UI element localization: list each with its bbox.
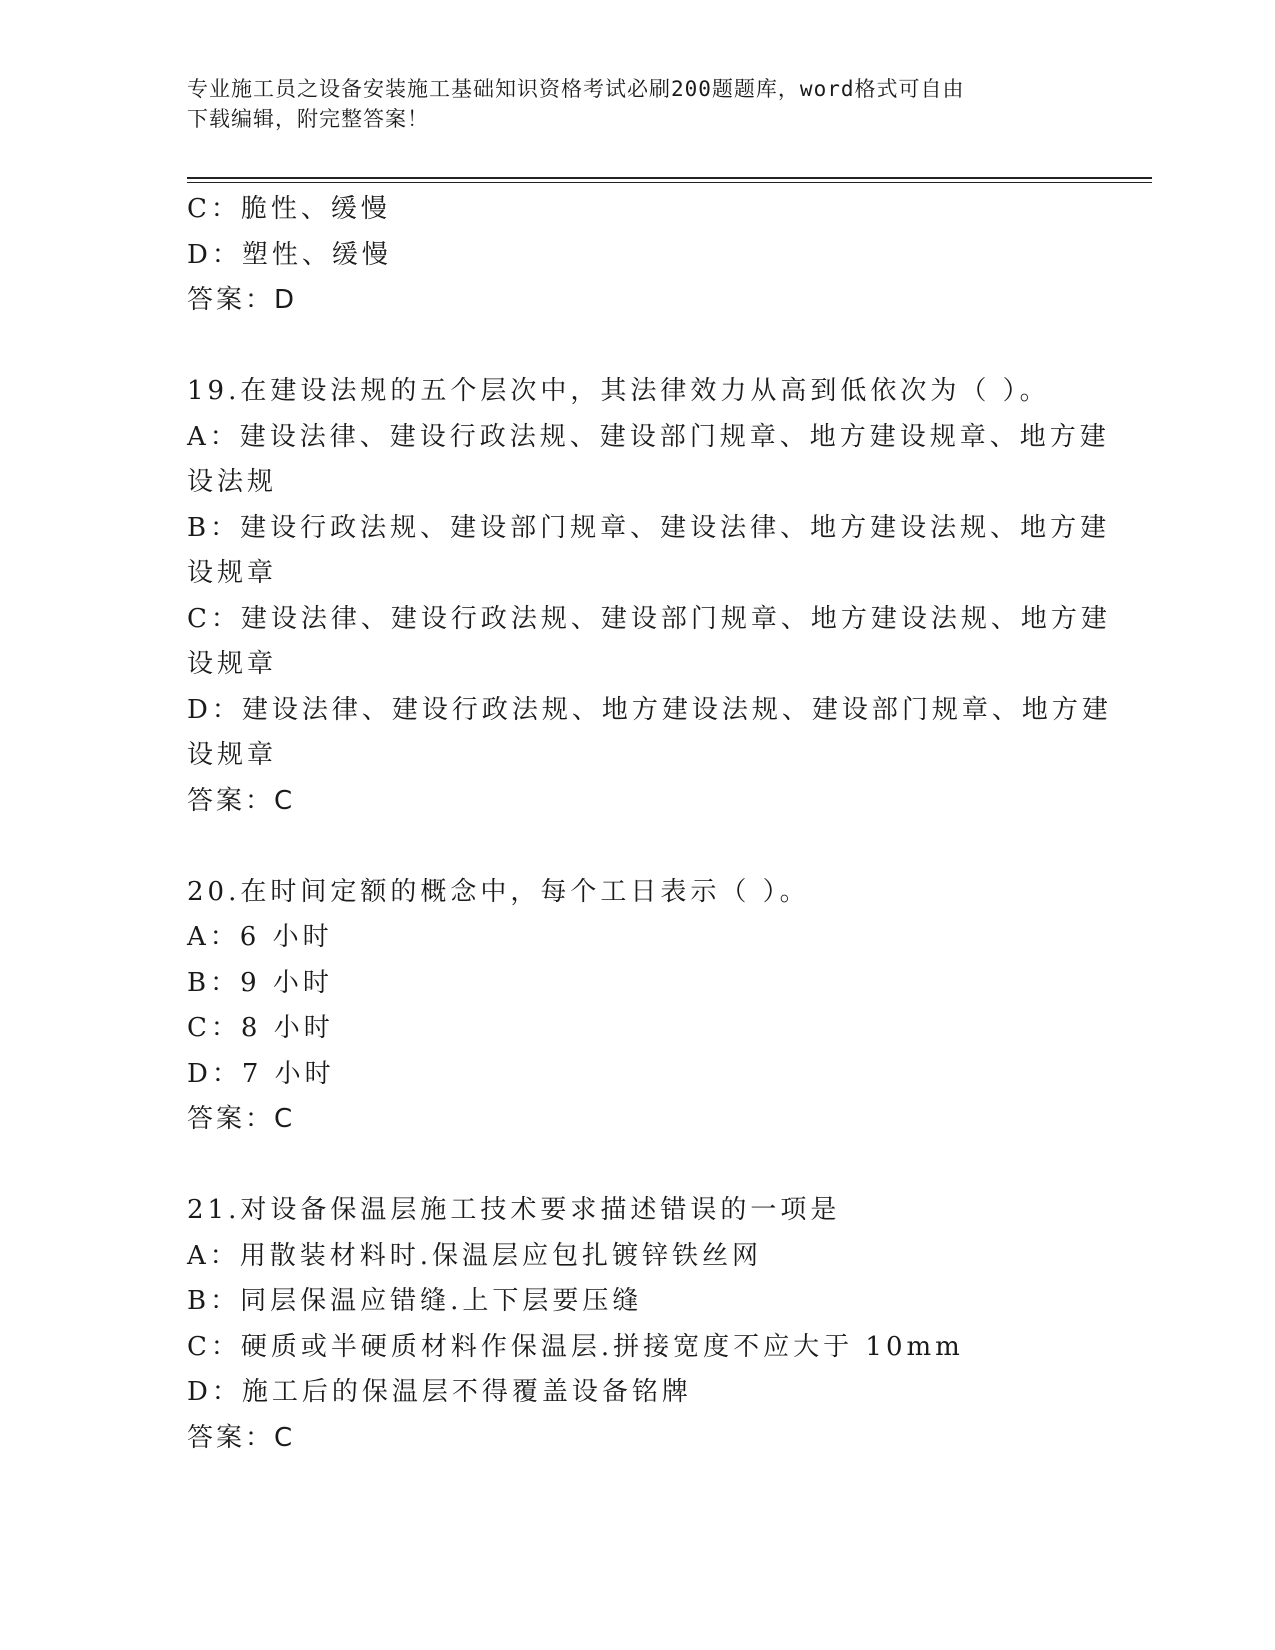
option-a-continued: 设法规 [187,467,278,497]
option-d: D：塑性、缓慢 [187,239,392,270]
option-c: C：建设法律、建设行政法规、建设部门规章、地方建设法规、地方建 [187,603,1111,634]
question-stem: 20.在时间定额的概念中，每个工日表示（ ）。 [187,876,810,907]
spacer [187,324,1087,370]
option-c: C：8 小时 [187,1013,334,1043]
option-c-continued: 设规章 [187,649,278,679]
option-a: A：用散装材料时.保温层应包扎镀锌铁丝网 [187,1240,763,1271]
option-b: B：同层保温应错缝.上下层要压缝 [187,1286,643,1316]
option-d: D：施工后的保温层不得覆盖设备铭牌 [187,1377,692,1407]
document-header [187,74,1067,134]
option-c: C：脆性、缓慢 [187,194,391,224]
option-b: B：9 小时 [187,967,333,998]
question-20 [187,870,1087,1143]
header-rule-thin [187,182,1152,183]
header-line-1: 专业施工员之设备安装施工基础知识资格考试必刷200题题库，word格式可自由 [187,77,965,101]
spacer [187,824,1087,870]
option-a: A：6 小时 [187,922,333,952]
option-d: D：建设法律、建设行政法规、地方建设法规、建设部门规章、地方建 [187,694,1112,725]
question-stem: 19.在建设法规的五个层次中，其法律效力从高到低依次为（ ）。 [187,376,1050,406]
answer: 答案：C [187,1422,296,1453]
document-body [187,187,1112,1461]
option-c: C：硬质或半硬质材料作保温层.拼接宽度不应大于 10mm [187,1331,964,1362]
option-d: D：7 小时 [187,1058,335,1089]
header-line-2: 下载编辑，附完整答案！ [187,107,429,131]
option-d-continued: 设规章 [187,740,278,770]
question-19 [187,369,1112,824]
spacer [187,1143,1087,1189]
question-18-tail [187,187,1087,324]
answer: 答案：D [187,285,298,315]
question-stem: 21.对设备保温层施工技术要求描述错误的一项是 [187,1195,841,1225]
answer: 答案：C [187,1104,296,1134]
question-21 [187,1188,1087,1461]
header-rule-thick [187,177,1152,179]
answer: 答案：C [187,785,296,816]
option-b: B：建设行政法规、建设部门规章、建设法律、地方建设法规、地方建 [187,512,1111,543]
option-a: A：建设法律、建设行政法规、建设部门规章、地方建设规章、地方建 [187,421,1110,452]
option-b-continued: 设规章 [187,558,278,588]
